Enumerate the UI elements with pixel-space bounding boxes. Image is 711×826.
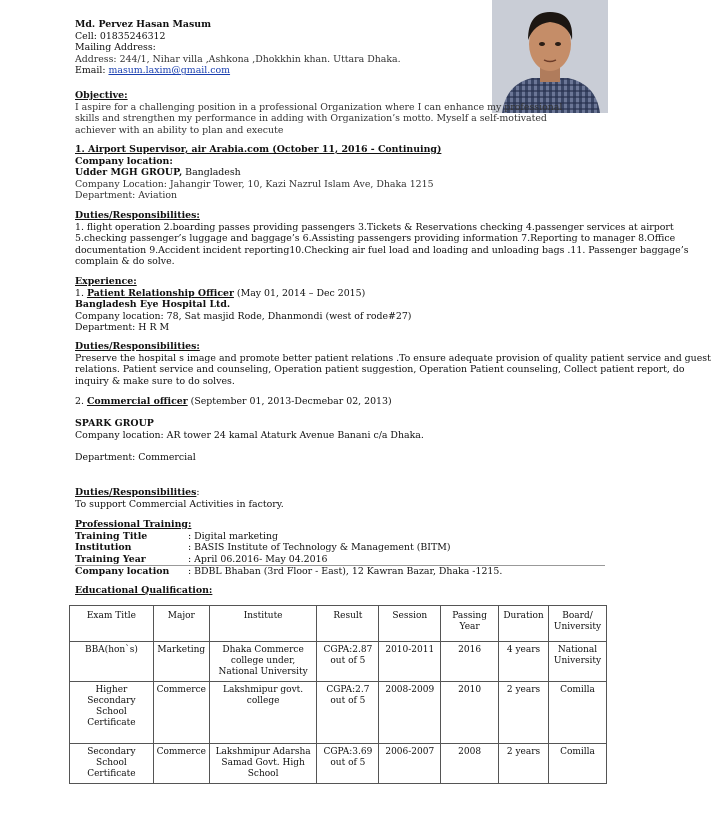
job3-location: Company location: AR tower 24 kamal Ataturk Avenue Banani c/a Dhaka. <box>75 429 424 441</box>
training-value: : BDBL Bhaban (3rd Floor - East), 12 Kawran Bazar, Dhaka -1215. <box>188 566 503 578</box>
table-row <box>70 744 607 784</box>
job2-company: Bangladesh Eye Hospital Ltd. <box>75 299 231 311</box>
job1-duties-line: documentation 9.Accident incident reporting10.Checking air fuel load and loading and unloading bags .11. Passenger baggage’s <box>75 244 689 256</box>
job2-duties <box>75 341 711 387</box>
training-row <box>75 542 605 554</box>
job3-company-block <box>75 418 605 441</box>
job2-duties-heading: Duties/Responsibilities: <box>75 341 200 352</box>
job3-company: SPARK GROUP <box>75 418 154 429</box>
column-header: Duration <box>499 606 549 642</box>
table-header-row <box>70 606 607 642</box>
job3-duties <box>75 487 605 510</box>
job1-duties-heading: Duties/Responsibilities: <box>75 210 200 221</box>
cell-number: Cell: 01835246312 <box>75 30 166 42</box>
job1-company-country: Bangladesh <box>182 167 241 179</box>
training-row <box>75 566 605 578</box>
training-row <box>75 531 605 543</box>
table-row <box>70 682 607 744</box>
table-cell: BBA(hon`s) <box>70 642 154 682</box>
table-cell: Dhaka Commerce college under, National University <box>209 642 317 682</box>
email-link[interactable]: masum.laxim@gmail.com <box>108 65 231 77</box>
job1-duties-line: 1. flight operation 2.boarding passes providing passengers 3.Tickets & Reservations checking 4.passenger services at airport <box>75 221 674 233</box>
objective-line: skills and strengthen my performance in adding with Organization’s motto. Myself a self-motivated <box>75 113 547 125</box>
candidate-name: Md. Pervez Hasan Masum <box>75 19 211 30</box>
table-cell: 2016 <box>441 642 499 682</box>
job3-department-block <box>75 452 605 464</box>
contact-block <box>75 19 605 77</box>
education-heading: Educational Qualification: <box>75 585 213 596</box>
table-cell: 2010-2011 <box>379 642 441 682</box>
column-header: Major <box>153 606 209 642</box>
column-header: Passing Year <box>441 606 499 642</box>
job1-duties <box>75 210 689 268</box>
job3-duties-heading: Duties/Responsibilities <box>75 487 197 498</box>
job3-duties-text: To support Commercial Activities in factory. <box>75 498 284 510</box>
job3-title-row <box>75 396 605 408</box>
job2-duties-line: Preserve the hospital s image and promote better patient relations .To ensure adequate provision of quality patient service and guest <box>75 352 711 364</box>
education-heading-block <box>75 585 605 597</box>
job1-duties-line: 5.checking passenger’s luggage and baggage’s 6.Assisting passengers providing information 7.Reporting to manager 8.Office <box>75 233 676 245</box>
job1-company-name: Udder MGH GROUP, <box>75 167 183 179</box>
address: Address: 244/1, Nihar villa ,Ashkona ,Dhokkhin khan. Uttara Dhaka. <box>75 53 401 65</box>
job2-duties-line: inquiry & make sure to do solves. <box>75 375 235 387</box>
training-value: : BASIS Institute of Technology & Management (BITM) <box>188 542 451 554</box>
training-section <box>75 519 605 578</box>
job2-location: Company location: 78, Sat masjid Rode, Dhanmondi (west of rode#27) <box>75 310 412 322</box>
objective-section <box>75 90 605 136</box>
table-cell: Secondary School Certificate <box>70 744 154 784</box>
table-cell: CGPA:2.87 out of 5 <box>317 642 379 682</box>
experience-section <box>75 276 605 334</box>
email-label: Email: <box>75 65 109 77</box>
table-cell: Lakshmipur govt. college <box>209 682 317 744</box>
job3-title: Commercial officer <box>86 396 188 407</box>
objective-line: achiever with an ability to plan and execute <box>75 124 284 136</box>
education-table <box>69 605 607 784</box>
job1-location: Company Location: Jahangir Tower, 10, Kazi Nazrul Islam Ave, Dhaka 1215 <box>75 178 434 190</box>
objective-heading: Objective: <box>75 90 128 101</box>
column-header: Board/ University <box>549 606 607 642</box>
job2-number: 1. <box>75 287 87 299</box>
training-value: : April 06.2016- May 04.2016 <box>188 553 328 565</box>
training-value: : Digital marketing <box>188 530 278 542</box>
job1-duties-line: complain & do solve. <box>75 256 175 268</box>
table-cell: Comilla <box>549 744 607 784</box>
objective-line: I aspire for a challenging position in a professional Organization where I can enhance my professional <box>75 101 563 113</box>
table-cell: 4 years <box>499 642 549 682</box>
column-header: Session <box>379 606 441 642</box>
email-row <box>75 65 605 77</box>
training-key: Company location <box>75 566 170 578</box>
job2-title-row <box>75 288 605 300</box>
job3-department: Department: Commercial <box>75 452 196 463</box>
training-row <box>75 554 605 567</box>
table-cell: Higher Secondary School Certificate <box>70 682 154 744</box>
table-cell: 2 years <box>499 744 549 784</box>
table-cell: 2006-2007 <box>379 744 441 784</box>
table-cell: Commerce <box>153 682 209 744</box>
job2-department: Department: H R M <box>75 322 170 334</box>
job1-section <box>75 144 605 202</box>
table-row <box>70 642 607 682</box>
job3-number: 2. <box>75 396 87 407</box>
job1-company <box>75 167 605 179</box>
training-key: Institution <box>75 542 132 554</box>
table-cell: CGPA:2.7 out of 5 <box>317 682 379 744</box>
job3-dates: (September 01, 2013-Decmebar 02, 2013) <box>187 396 392 407</box>
table-cell: Commerce <box>153 744 209 784</box>
table-cell: 2010 <box>441 682 499 744</box>
job2-dates: (May 01, 2014 – Dec 2015) <box>233 287 366 299</box>
job2-duties-line: relations. Patient service and counseling, Operation patient suggestion, Operation Patient counseling, Collect patient report, do <box>75 364 685 376</box>
training-key: Training Title <box>75 530 148 542</box>
job2-title: Patient Relationship Officer <box>86 287 234 299</box>
experience-heading: Experience: <box>75 276 137 287</box>
job1-title: 1. Airport Supervisor, air Arabia.com (October 11, 2016 - Continuing) <box>75 144 442 155</box>
job1-department: Department: Aviation <box>75 190 178 202</box>
mailing-label: Mailing Address: <box>75 42 156 54</box>
table-cell: CGPA:3.69 out of 5 <box>317 744 379 784</box>
table-cell: Marketing <box>153 642 209 682</box>
column-header: Institute <box>209 606 317 642</box>
training-key: Training Year <box>75 553 146 565</box>
column-header: Result <box>317 606 379 642</box>
job1-company-label: Company location: <box>75 155 173 167</box>
training-heading: Professional Training: <box>75 519 192 530</box>
table-cell: 2008 <box>441 744 499 784</box>
table-cell: National University <box>549 642 607 682</box>
column-header: Exam Title <box>70 606 154 642</box>
table-cell: 2 years <box>499 682 549 744</box>
table-cell: 2008-2009 <box>379 682 441 744</box>
job3-duties-colon: : <box>196 487 200 498</box>
table-cell: Lakshmipur Adarsha Samad Govt. High School <box>209 744 317 784</box>
table-cell: Comilla <box>549 682 607 744</box>
